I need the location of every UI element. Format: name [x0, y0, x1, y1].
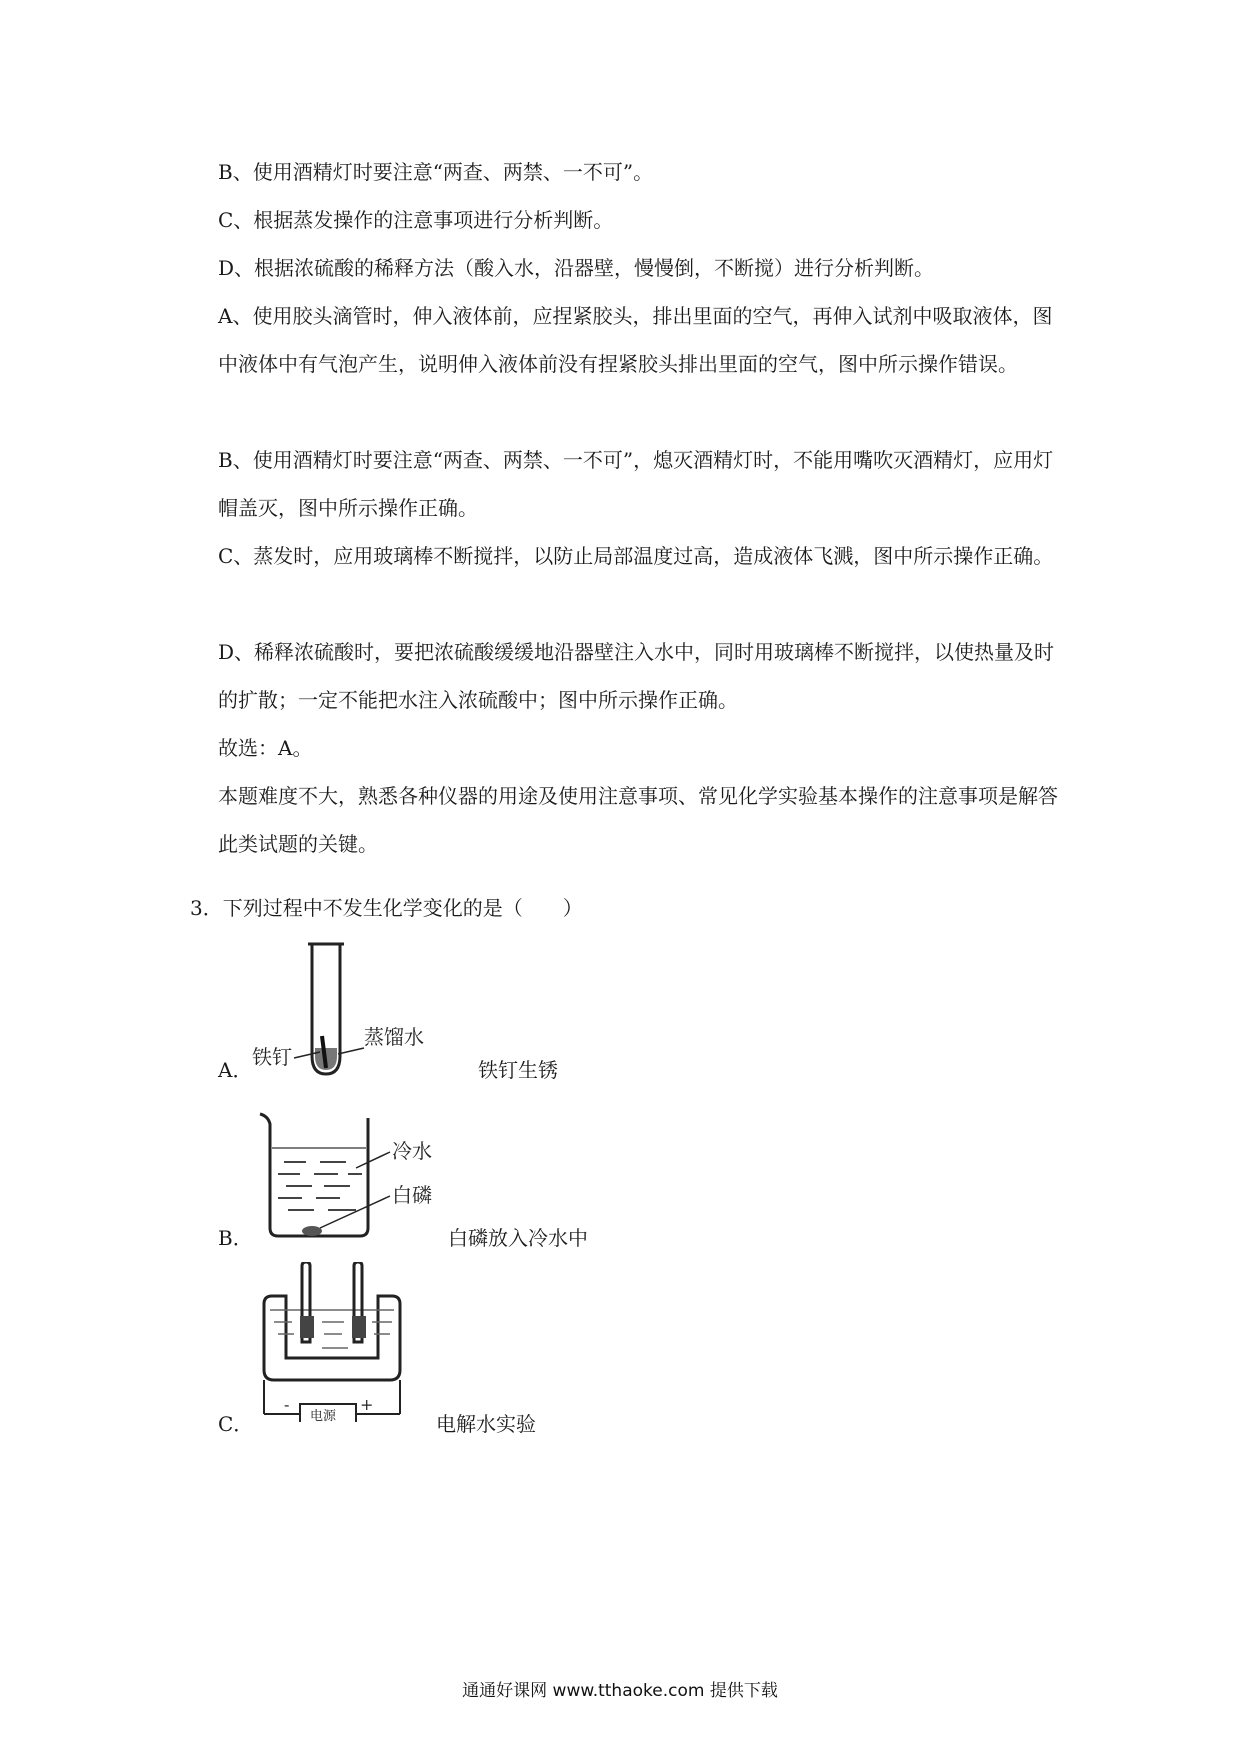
- option-a-letter: A．: [218, 1058, 253, 1082]
- hint-d: D、根据浓硫酸的稀释方法（酸入水，沿器壁，慢慢倒，不断搅）进行分析判断。: [218, 256, 935, 280]
- figure-electrolysis-apparatus: [258, 1262, 418, 1426]
- option-c-text: 电解水实验: [436, 1412, 536, 1436]
- explanation-a: A、使用胶头滴管时，伸入液体前，应捏紧胶头，排出里面的空气，再伸入试剂中吸取液体，图中液体中有气泡产生，说明伸入液体前没有捏紧胶头排出里面的空气，图中所示操作错误。: [218, 304, 1053, 376]
- explanation-d: D、稀释浓硫酸时，要把浓硫酸缓缓地沿器壁注入水中，同时用玻璃棒不断搅拌，以使热量及时的扩散；一定不能把水注入浓硫酸中；图中所示操作正确。: [218, 640, 1055, 712]
- option-c-letter: C．: [218, 1412, 254, 1436]
- label-white-phosphorus: 白磷: [392, 1183, 432, 1207]
- option-b-letter: B．: [218, 1226, 253, 1250]
- figure-iron-nail-test-tube: [250, 940, 450, 1084]
- hint-c: C、根据蒸发操作的注意事项进行分析判断。: [218, 208, 614, 232]
- figure-beaker-phosphorus: [258, 1110, 458, 1249]
- label-positive-terminal: +: [360, 1395, 374, 1414]
- label-negative-terminal: -: [284, 1395, 290, 1414]
- label-power-source: 电源: [310, 1409, 337, 1422]
- option-b-text: 白磷放入冷水中: [448, 1226, 588, 1250]
- label-iron-nail: 铁钉: [252, 1045, 292, 1069]
- comment-paragraph: 本题难度不大，熟悉各种仪器的用途及使用注意事项、常见化学实验基本操作的注意事项是解答此类试题的关键。: [218, 784, 1058, 856]
- hint-b: B、使用酒精灯时要注意“两查、两禁、一不可”。: [218, 160, 654, 184]
- label-distilled-water: 蒸馏水: [364, 1025, 424, 1049]
- explanation-b: B、使用酒精灯时要注意“两查、两禁、一不可”，熄灭酒精灯时，不能用嘴吹灭酒精灯，应用灯帽盖灭，图中所示操作正确。: [218, 448, 1054, 520]
- label-cold-water: 冷水: [392, 1139, 432, 1163]
- footer-source: 通通好课网 www.tthaoke.com 提供下载: [462, 1681, 778, 1701]
- answer-line: 故选：A。: [218, 736, 313, 760]
- explanation-c: C、蒸发时，应用玻璃棒不断搅拌，以防止局部温度过高，造成液体飞溅，图中所示操作正确。: [218, 544, 1054, 568]
- question-3-title: 3．下列过程中不发生化学变化的是（ ）: [190, 896, 583, 920]
- option-a-text: 铁钉生锈: [478, 1058, 558, 1082]
